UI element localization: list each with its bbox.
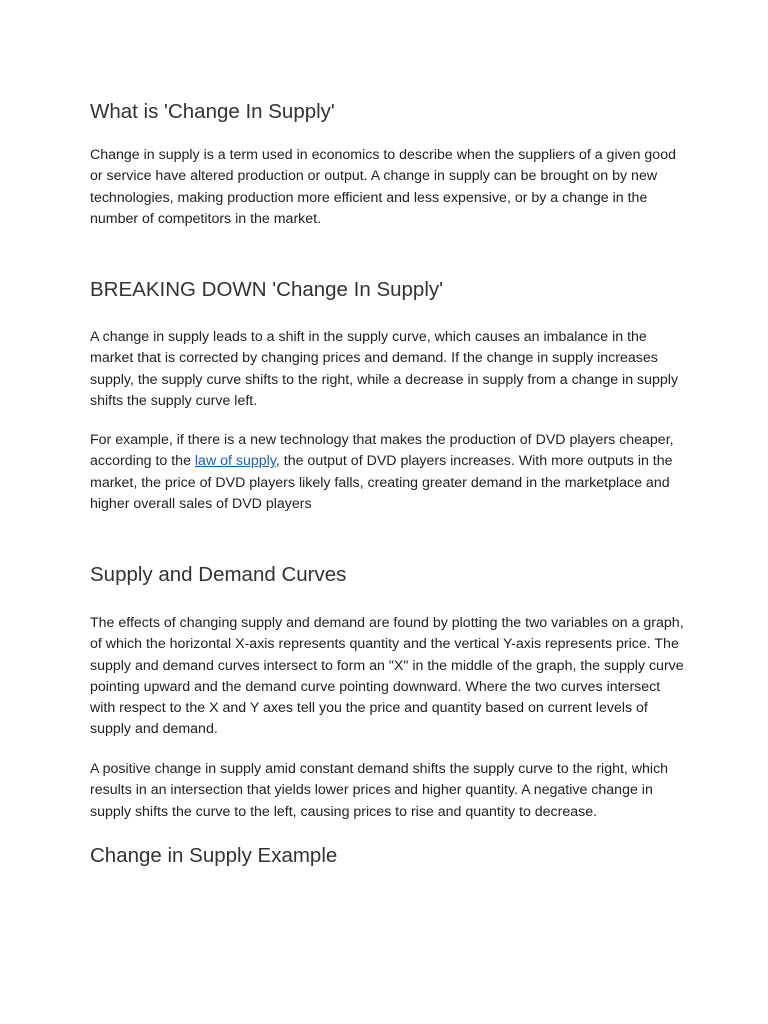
heading-breaking-down: BREAKING DOWN 'Change In Supply' — [90, 278, 444, 301]
heading-what-is-change-in-supply: What is 'Change In Supply' — [90, 100, 335, 123]
dvd-example-text-start: For example, if there is a new technology that makes the production of DVD players cheaper, according to the — [90, 432, 674, 470]
heading-supply-demand-curves: Supply and Demand Curves — [90, 563, 347, 586]
paragraph-shift-explanation: A change in supply leads to a shift in the supply curve, which causes an imbalance in the market that is corrected by changing prices and demand. If the change in supply increases supply, the supply curve shifts to the right, while a decrease in supply from a change in supply shifts the supply curve left. — [90, 329, 679, 409]
paragraph-curves-explanation: The effects of changing supply and demand are found by plotting the two variables on a graph, of which the horizontal X-axis represents quantity and the vertical Y-axis represents price. The supply and demand curves intersect to form an "X" in the middle of the graph, the supply curve pointing upward and the demand curve pointing downward. Where the two curves intersect with respect to the X and Y axes tell you the price and quantity based on current levels of supply and demand. — [90, 615, 684, 738]
paragraph-positive-negative-change: A positive change in supply amid constant demand shifts the supply curve to the right, which results in an intersection that yields lower prices and higher quantity. A negative change in supply shifts the curve to the left, causing prices to rise and quantity to decrease. — [90, 761, 669, 820]
dvd-example-text-end: , the output of DVD players increases. With more outputs in the market, the price of DVD players likely falls, creating greater demand in the marketplace and higher overall sales of DVD players — [90, 453, 673, 512]
paragraph-dvd-example — [90, 430, 688, 515]
heading-change-in-supply-example: Change in Supply Example — [90, 844, 338, 867]
paragraph-definition: Change in supply is a term used in economics to describe when the suppliers of a given good or service have altered production or output. A change in supply can be brought on by new technologies, making production more efficient and less expensive, or by a change in the number of competitors in the market. — [90, 147, 676, 227]
law-of-supply-link[interactable]: law of supply — [194, 453, 276, 470]
